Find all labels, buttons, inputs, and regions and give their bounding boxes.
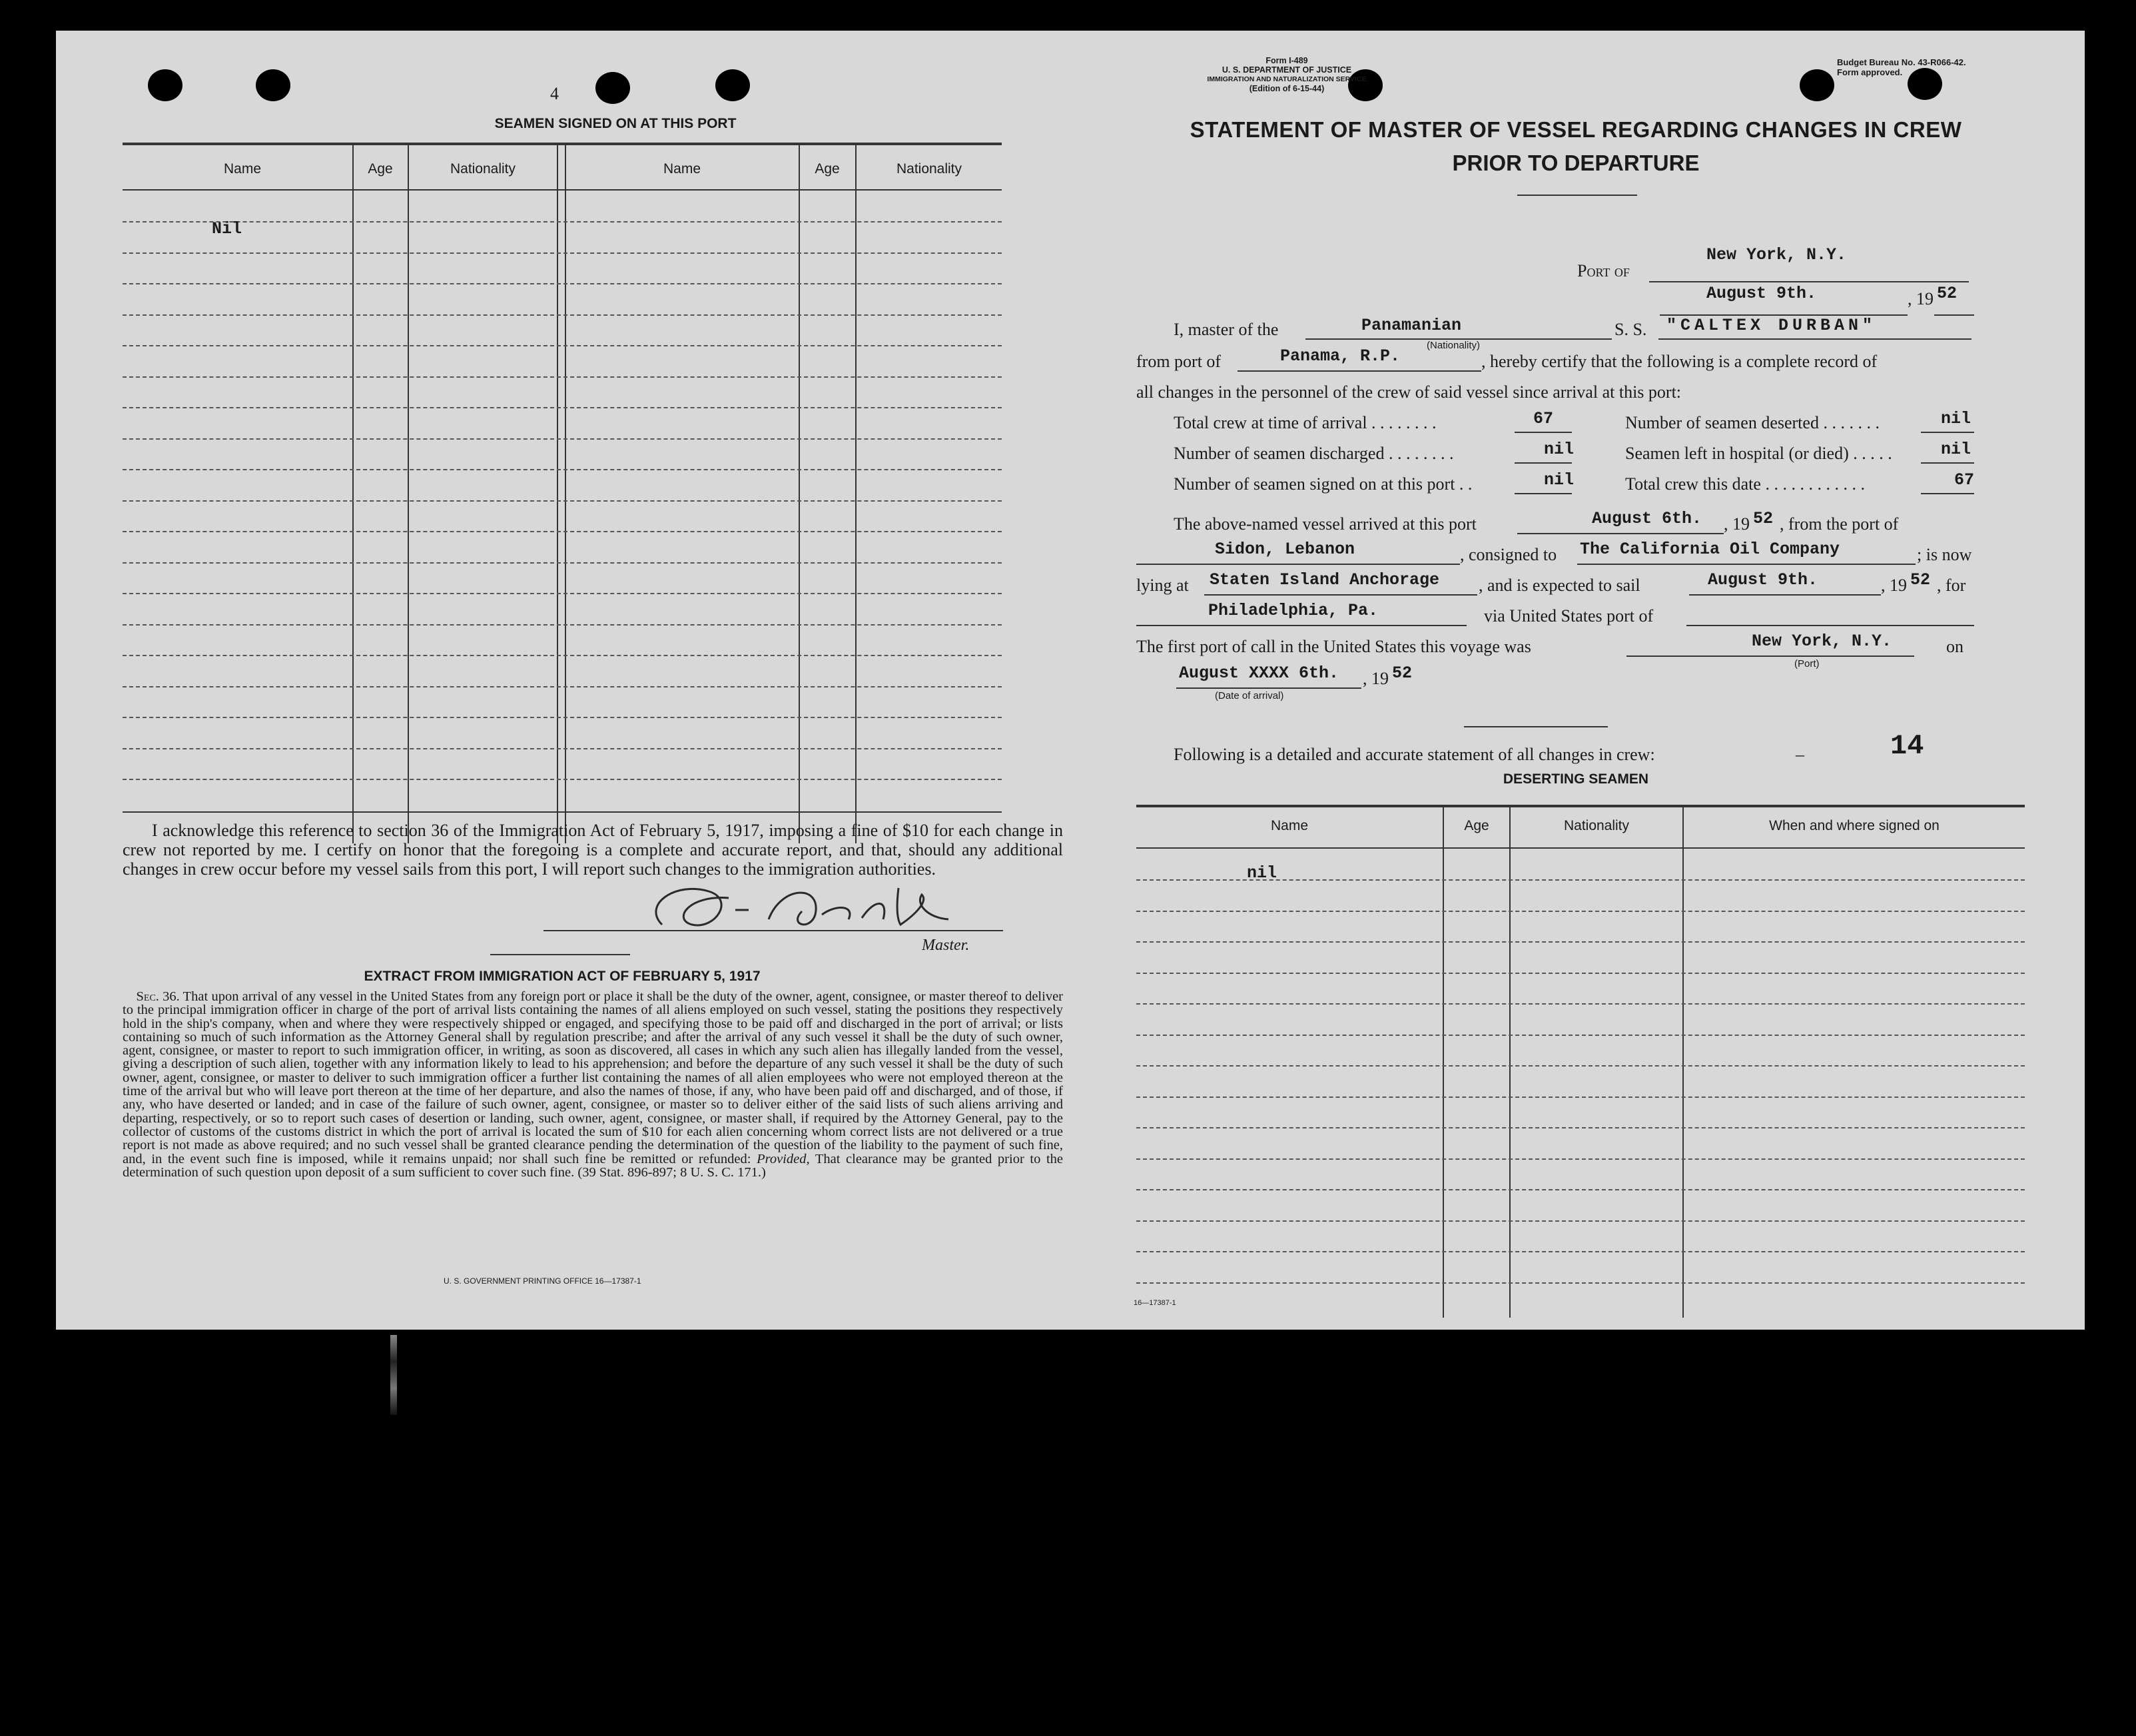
table-row-rule: [123, 593, 1002, 594]
table-row-rule: [123, 252, 1002, 254]
arrival-year-prefix: , 19: [1363, 669, 1389, 688]
column-divider: [855, 145, 857, 843]
column-divider: [557, 145, 558, 843]
table-row-rule: [123, 345, 1002, 346]
signed-on-label: Number of seamen signed on at this port . .: [1174, 474, 1473, 494]
first-port-label: The first port of call in the United States this voyage was: [1136, 637, 1531, 656]
table-row-rule: [1136, 941, 2025, 943]
column-divider: [565, 145, 566, 843]
section-divider: [490, 954, 630, 955]
arrival-date-value: August XXXX 6th.: [1179, 663, 1339, 683]
extract-title: EXTRACT FROM IMMIGRATION ACT OF FEBRUARY 5, 1917: [364, 969, 761, 984]
punch-hole: [256, 69, 290, 101]
table-row-rule: [1136, 1065, 2025, 1067]
column-divider: [352, 145, 354, 843]
certify-text-2: all changes in the personnel of the crew of said vessel since arrival at this port:: [1136, 382, 1682, 402]
arrival-year: 52: [1392, 663, 1413, 683]
table-row-rule: [1136, 1035, 2025, 1036]
table-row-rule: [123, 562, 1002, 564]
lying-at-line: [1204, 594, 1477, 596]
date-caption: (Date of arrival): [1215, 690, 1284, 701]
ss-label: S. S.: [1614, 320, 1647, 339]
budget-bureau: [1837, 57, 1966, 77]
column-header-age: Age: [368, 161, 393, 177]
origin-line: [1136, 564, 1460, 565]
arrival-date-line: [1176, 687, 1361, 689]
from-the-port-label: , from the port of: [1780, 514, 1899, 534]
table-row-rule: [123, 748, 1002, 749]
port-of-line: [1649, 281, 1969, 282]
table-row-rule: [1136, 911, 2025, 912]
vessel-name: "CALTEX DURBAN": [1666, 316, 1877, 335]
for-label: , for: [1937, 576, 1966, 595]
arrived-label: The above-named vessel arrived at this port: [1174, 514, 1477, 534]
form-title-line1: STATEMENT OF MASTER OF VESSEL REGARDING CHANGES IN CREW: [1190, 117, 1962, 142]
extract-lead: Sec. 36.: [136, 989, 180, 1004]
port-caption: (Port): [1794, 658, 1820, 669]
column-divider: [1509, 807, 1511, 1318]
table-row-rule: [1136, 1251, 2025, 1252]
table-row-rule: [123, 717, 1002, 718]
table-row-rule: [123, 376, 1002, 378]
from-port-line: [1238, 370, 1481, 372]
first-port-value: New York, N.Y.: [1752, 632, 1892, 651]
nationality-caption: (Nationality): [1427, 340, 1481, 351]
section-divider: [1464, 726, 1608, 727]
stat-line: [1515, 462, 1572, 464]
column-divider: [799, 145, 800, 843]
discharged-label: Number of seamen discharged . . . . . . . .: [1174, 444, 1454, 463]
deserted-label: Number of seamen deserted . . . . . . .: [1625, 413, 1880, 432]
first-port-line: [1626, 655, 1914, 657]
lying-at-label: lying at: [1136, 576, 1189, 595]
stat-line: [1515, 432, 1572, 433]
form-approved: Form approved.: [1837, 67, 1903, 77]
destination-line: [1136, 625, 1467, 626]
table-top-rule: [123, 143, 1002, 145]
consigned-label: , consigned to: [1460, 545, 1557, 564]
table-row-rule: [123, 655, 1002, 656]
column-divider: [408, 145, 409, 843]
table-header-rule: [123, 189, 1002, 191]
changes-label: Following is a detailed and accurate statement of all changes in crew:: [1174, 745, 1655, 764]
column-header-signed-on: When and where signed on: [1769, 818, 1940, 833]
nationality-value: Panamanian: [1361, 316, 1462, 335]
deserted-value: nil: [1941, 409, 1971, 428]
certify-text: , hereby certify that the following is a complete record of: [1481, 352, 1878, 371]
table-row-rule: [1136, 1158, 2025, 1160]
sail-date: August 9th.: [1708, 570, 1818, 590]
form-header: [1200, 56, 1373, 93]
arrived-year: 52: [1753, 509, 1774, 528]
column-header-nationality: Nationality: [1563, 818, 1630, 833]
stat-line: [1921, 462, 1974, 464]
signature-label: Master.: [922, 937, 970, 954]
consignee: The California Oil Company: [1580, 540, 1840, 559]
column-divider: [1682, 807, 1684, 1318]
date-year-prefix: , 19: [1908, 289, 1934, 308]
table-row-rule: [123, 531, 1002, 532]
table-row-rule: [1136, 1096, 2025, 1098]
port-of-value: New York, N.Y.: [1706, 245, 1847, 264]
expected-label: , and is expected to sail: [1479, 576, 1640, 595]
form-title-line2: PRIOR TO DEPARTURE: [1452, 151, 1700, 175]
table-row-rule: [123, 221, 1002, 222]
master-label: I, master of the: [1174, 320, 1279, 339]
column-header-age: Age: [815, 161, 840, 177]
via-line: [1686, 625, 1974, 626]
column-header-nationality: Nationality: [896, 161, 962, 177]
changes-count: 14: [1890, 730, 1924, 762]
column-header-nationality: Nationality: [450, 161, 516, 177]
extract-tail: That clearance may be granted prior to the determination of such question upon deposit of a sum sufficient to cover such fine. (39 Stat. 896-897; 8 U. S. C. 171.): [123, 1151, 1063, 1180]
column-divider: [1443, 807, 1444, 1318]
title-underline: [1517, 195, 1637, 196]
table-row-rule: [123, 469, 1002, 470]
table-row-rule: [1136, 1127, 2025, 1128]
extract-body: That upon arrival of any vessel in the United States from any foreign port or place it shall be the duty of the owner, agent, consignee, or master thereof to deliver to the principal immigration officer in charge of the port of arrival lists containing the names of all aliens employed on such vessel, stating the positions they respectively hold in the ship's company, when and where they were respectively shipped or engaged, and specifying those to be paid off and discharged in the port of arrival; or lists containing so much of such information as the Attorney General shall by regulation prescribe; and after the arrival of any such vessel it shall be the duty of such owner, agent, consignee, or master to report to such immigration officer, in writing, as soon as discovered, all cases in which any such alien has illegally landed from the vessel, giving a description of such alien, together with any information likely to lead to his apprehension; and before the departure of any such vessel it shall be the duty of such owner, agent, consignee, or master to deliver to such immigration officer a further list containing the names of all alien employees who were not employed thereon at the time of the arrival but who will leave port thereon at the time of her departure, and also the names of those, if any, who have been paid off and discharged, and of those, if any, who have deserted or landed; and in case of the failure of such owner, agent, consignee, or master so to deliver either of the said lists of such aliens arriving and departing, respectively, or so to report such cases of desertion or landing, such owner, agent, consignee, or master shall, if required by the Attorney General, pay to the collector of customs of the customs district in which the port of arrival is located the sum of $10 for each alien concerning whom correct lists are not delivered or a true report is not made as above required; and no such vessel shall be granted clearance pending the determination of the question of the liability to the payment of such fine, and, in the event such fine is imposed, while it remains unpaid; nor shall such fine be remitted or refunded:: [123, 989, 1064, 1166]
via-label: via United States port of: [1484, 606, 1654, 626]
form-number: Form I-489: [1265, 56, 1308, 65]
date-year: 52: [1937, 284, 1958, 303]
column-header-age: Age: [1464, 818, 1489, 833]
binding-thread: [390, 1335, 397, 1415]
consignee-line: [1577, 564, 1916, 565]
page-number: 4: [550, 84, 559, 103]
hospital-label: Seamen left in hospital (or died) . . . . .: [1625, 444, 1892, 463]
department: U. S. DEPARTMENT OF JUSTICE: [1222, 65, 1352, 75]
sail-year: 52: [1910, 570, 1931, 590]
punch-hole: [148, 69, 182, 101]
origin-port: Sidon, Lebanon: [1215, 540, 1355, 559]
total-date-label: Total crew this date . . . . . . . . . . . .: [1625, 474, 1865, 494]
stat-line: [1515, 493, 1572, 494]
signed-on-value: nil: [1544, 470, 1575, 490]
port-of-label: Port of: [1577, 261, 1630, 280]
column-header-name: Name: [1270, 818, 1309, 833]
table-bottom-rule: [123, 811, 1002, 813]
punch-hole: [715, 69, 750, 101]
vessel-line: [1658, 338, 1971, 340]
extract-text: [123, 990, 1063, 1179]
table-row-rule: [1136, 1282, 2025, 1284]
discharged-value: nil: [1544, 440, 1575, 459]
signature-line: [543, 930, 1003, 931]
year-line: [1934, 314, 1974, 316]
stat-line: [1921, 493, 1974, 494]
table-entry: nil: [1247, 863, 1277, 883]
lying-at-value: Staten Island Anchorage: [1210, 570, 1440, 590]
punch-hole: [1800, 69, 1834, 101]
signature: [635, 878, 1062, 938]
hospital-value: nil: [1941, 440, 1971, 459]
table-row-rule: [1136, 1220, 2025, 1222]
extract-provided: Provided,: [757, 1151, 810, 1166]
edition: (Edition of 6-15-44): [1249, 84, 1325, 93]
footer-code: 16—17387-1: [1134, 1299, 1176, 1307]
total-date-value: 67: [1954, 470, 1975, 490]
from-port-value: Panama, R.P.: [1280, 346, 1401, 366]
budget-number: Budget Bureau No. 43-R066-42.: [1837, 57, 1966, 67]
column-header-name: Name: [223, 161, 262, 177]
total-arrival-label: Total crew at time of arrival . . . . . . . .: [1174, 413, 1437, 432]
arrived-line: [1517, 533, 1724, 534]
sail-date-line: [1689, 594, 1881, 596]
table-top-rule: [1136, 805, 2025, 807]
right-page: [1067, 31, 2085, 1330]
table-entry: Nil: [212, 219, 242, 238]
printer-line: U. S. GOVERNMENT PRINTING OFFICE 16—17387-1: [444, 1276, 641, 1286]
from-port-label: from port of: [1136, 352, 1222, 371]
table-row-rule: [123, 438, 1002, 440]
table-row-rule: [123, 283, 1002, 284]
destination: Philadelphia, Pa.: [1208, 601, 1379, 620]
table-row-rule: [1136, 1189, 2025, 1190]
table-row-rule: [123, 686, 1002, 687]
table-row-rule: [123, 624, 1002, 626]
table-row-rule: [123, 779, 1002, 780]
table-row-rule: [123, 500, 1002, 502]
arrived-date: August 6th.: [1592, 509, 1702, 528]
deserting-title: DESERTING SEAMEN: [1503, 771, 1649, 787]
table-header-rule: [1136, 847, 2025, 849]
changes-dash: –: [1796, 745, 1804, 764]
column-header-name: Name: [663, 161, 701, 177]
table-row-rule: [1136, 1003, 2025, 1005]
table-row-rule: [123, 407, 1002, 408]
section-title: SEAMEN SIGNED ON AT THIS PORT: [494, 116, 737, 131]
table-row-rule: [123, 314, 1002, 316]
total-arrival-value: 67: [1533, 409, 1554, 428]
punch-hole: [595, 72, 630, 104]
is-now-label: ; is now: [1917, 545, 1972, 564]
service: IMMIGRATION AND NATURALIZATION SERVICE: [1207, 75, 1367, 83]
date-value: August 9th.: [1706, 284, 1817, 303]
sail-year-prefix: , 19: [1881, 576, 1907, 595]
table-row-rule: [1136, 973, 2025, 974]
arrived-year-prefix: , 19: [1724, 514, 1750, 534]
stat-line: [1921, 432, 1974, 433]
on-label: on: [1946, 637, 1963, 656]
left-page: [56, 31, 1067, 1330]
acknowledgement-text: I acknowledge this reference to section 36 of the Immigration Act of February 5, 1917, imposing a fine of $10 for each change in crew not reported by me. I certify on honor that the foregoing is a complete and accurate report, and that, should any additional changes in crew occur before my vessel sails from this port, I will report such changes to the immigration authorities.: [123, 821, 1063, 879]
